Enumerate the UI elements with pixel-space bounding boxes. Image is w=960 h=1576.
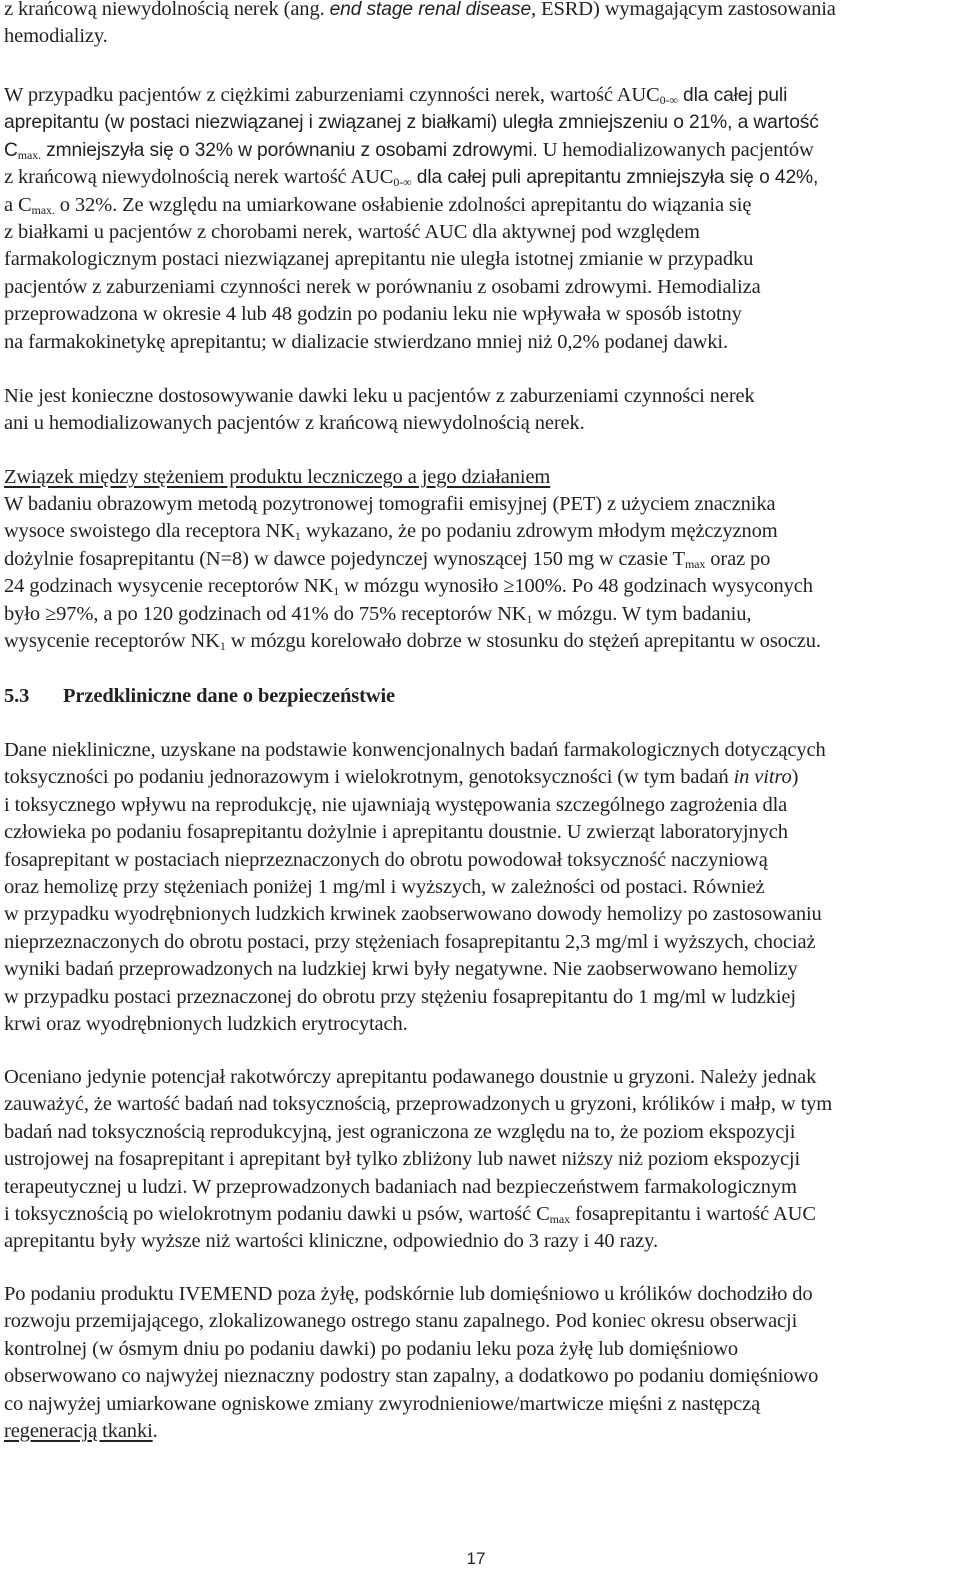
text: hemodializy.	[4, 25, 108, 48]
text-italic: in vitro	[733, 766, 792, 789]
paragraph-carcinogenicity	[4, 1064, 832, 1256]
text: badań nad toksycznością reprodukcyjną, jest ograniczona ze względu na to, że poziom ekspozycji	[4, 1120, 796, 1143]
text: ustrojowej na fosaprepitant i aprepitant był tylko zbliżony lub nawet niższy niż poziom ekspozycji	[4, 1148, 801, 1171]
text: fosaprepitantu i wartość AUC	[569, 1203, 816, 1226]
paragraph-dose-adjustment	[4, 383, 755, 438]
text: dla całej puli	[677, 85, 788, 106]
text: dożylnie fosaprepitantu (N=8) w dawce pojedynczej wynoszącej 150 mg w czasie T	[4, 547, 685, 570]
subscript: max	[549, 1212, 570, 1227]
text: pacjentów z zaburzeniami czynności nerek w porównaniu z osobami zdrowymi. Hemodializa	[4, 275, 761, 298]
section-heading-5-3	[4, 683, 395, 710]
subscript: 1	[526, 611, 533, 626]
text: było ≥97%, a po 120 godzinach od 41% do 75% receptorów NK	[4, 602, 527, 625]
text: z krańcową niewydolnością nerek wartość AUC	[4, 166, 394, 189]
paragraph-renal-intro	[4, 0, 836, 51]
subscript: 0-∞	[393, 175, 412, 190]
paragraph-nonclinical-data	[4, 737, 826, 1038]
text: farmakologicznym postaci niezwiązanej aprepitantu nie uległa istotnej zmianie w przypadku	[4, 248, 754, 271]
text: na farmakokinetykę aprepitantu; w dializacie stwierdzano mniej niż 0,2% podanej dawki.	[4, 330, 728, 353]
text: ani u hemodializowanych pacjentów z krańcową niewydolnością nerek.	[4, 412, 585, 435]
text: terapeutycznej u ludzi. W przeprowadzonych badaniach nad bezpieczeństwem farmakologicznym	[4, 1175, 797, 1198]
subheading-text: Związek między stężeniem produktu leczniczego a jego działaniem	[4, 466, 551, 488]
text: kontrolnej (w ósmym dniu po podaniu dawki) po podaniu leku poza żyłę lub domięśniowo	[4, 1337, 739, 1360]
text-underlined: regeneracją tkanki	[4, 1420, 153, 1443]
text: krwi oraz wyodrębnionych ludzkich erytrocytach.	[4, 1013, 408, 1036]
text: W badaniu obrazowym metodą pozytronowej tomografii emisyjnej (PET) z użyciem znacznika	[4, 493, 776, 515]
subscript: 1	[219, 639, 226, 654]
text: i toksycznością po wielokrotnym podaniu dawki u psów, wartość C	[4, 1203, 550, 1226]
text: i toksycznego wpływu na reprodukcję, nie ujawniają występowania szczególnego zagrożenia dla	[4, 793, 788, 816]
text: )	[791, 766, 799, 789]
text: aprepitantu (w postaci niezwiązanej i związanej z białkami) uległa zmniejszeniu o 21%, a wartość	[4, 112, 819, 134]
text: W przypadku pacjentów z ciężkimi zaburzeniami czynności nerek, wartość AUC	[4, 84, 660, 106]
text: o 32%. Ze względu na umiarkowane osłabienie zdolności aprepitantu do wiązania się	[54, 193, 752, 216]
text: z krańcową niewydolnością nerek (ang.	[4, 0, 330, 20]
text: w przypadku wyodrębnionych ludzkich krwinek zaobserwowano dowody hemolizy po zastosowaniu	[4, 903, 822, 926]
section-number: 5.3	[4, 685, 30, 707]
subscript: max.	[31, 202, 55, 217]
text: w mózgu korelowało dobrze w stosunku do stężeń aprepitantu w osoczu.	[225, 630, 821, 653]
text: co najwyżej umiarkowane ogniskowe zmiany zwyrodnieniowe/martwicze mięśni z następczą	[4, 1392, 761, 1415]
text: oraz hemolizę przy stężeniach poniżej 1 mg/ml i wyższych, w zależności od postaci. Również	[4, 876, 765, 899]
text: wyniki badań przeprowadzonych na ludzkiej krwi były negatywne. Nie zaobserwowano hemolizy	[4, 958, 798, 981]
text: przeprowadzona w okresie 4 lub 48 godzin po podaniu leku nie wpływała w sposób istotny	[4, 303, 742, 326]
text: obserwowano co najwyżej nieznaczny podostry stan zapalny, a dodatkowo po podaniu domięśniowo	[4, 1365, 819, 1388]
text: Po podaniu produktu IVEMEND poza żyłę, podskórnie lub domięśniowo u królików dochodziło do	[4, 1283, 813, 1305]
subscript: 0-∞	[659, 93, 678, 107]
text: wysycenie receptorów NK	[4, 630, 220, 653]
subscript: max	[684, 556, 706, 571]
text: Dane niekliniczne, uzyskane na podstawie konwencjonalnych badań farmakologicznych dotyczących	[4, 739, 826, 761]
text: Oceniano jedynie potencjał rakotwórczy aprepitantu podawanego doustnie u gryzoni. Należy jednak	[4, 1066, 817, 1088]
text: C	[4, 139, 18, 161]
text-italic: end stage renal disease	[329, 0, 532, 20]
subscript: 1	[294, 529, 301, 544]
text: wykazano, że po podaniu zdrowym młodym mężczyznom	[300, 520, 778, 543]
text: dla całej puli aprepitantu zmniejszyła się o 42%,	[411, 167, 819, 189]
paragraph-injection-site	[4, 1281, 818, 1445]
text: z białkami u pacjentów z chorobami nerek, wartość AUC dla aktywnej pod względem	[4, 221, 700, 244]
text: zauważyć, że wartość badań nad toksycznością, przeprowadzonych u gryzoni, królików i małp, w tym	[4, 1093, 833, 1116]
text: w przypadku postaci przeznaczonej do obrotu przy stężeniu fosaprepitantu do 1 mg/ml w ludzkiej	[4, 985, 796, 1008]
text: aprepitantu były wyższe niż wartości kliniczne, odpowiednio do 3 razy i 40 razy.	[4, 1230, 658, 1253]
text: Nie jest konieczne dostosowywanie dawki leku u pacjentów z zaburzeniami czynności nerek	[4, 385, 755, 407]
text: oraz po	[705, 547, 771, 570]
subscript: 1	[333, 584, 340, 599]
text: .	[152, 1420, 158, 1443]
text: 24 godzinach wysycenie receptorów NK	[4, 575, 334, 598]
text: rozwoju przemijającego, zlokalizowanego ostrego stanu zapalnego. Pod koniec okresu obserwacji	[4, 1310, 798, 1333]
paragraph-pet-study	[4, 491, 821, 655]
subheading-concentration-effect	[4, 464, 550, 491]
text: fosaprepitant w postaciach nieprzeznaczonych do obrotu powodował toksyczność naczyniową	[4, 848, 768, 871]
section-title: Przedkliniczne dane o bezpieczeństwie	[63, 685, 396, 707]
text: zmniejszyła się o 32% w porównaniu z osobami zdrowymi.	[40, 139, 538, 161]
text: w mózgu. W tym badaniu,	[532, 602, 752, 625]
text: w mózgu wynosiło ≥100%. Po 48 godzinach wysyconych	[339, 575, 813, 598]
page-number: 17	[466, 1549, 486, 1568]
text: U hemodializowanych pacjentów	[537, 138, 814, 161]
paragraph-renal-impairment	[4, 82, 819, 356]
text: toksyczności po podaniu jednorazowym i wielokrotnym, genotoksyczności (w tym badań	[4, 766, 734, 789]
text: człowieka po podaniu fosaprepitantu dożylnie i aprepitantu doustnie. U zwierząt laboratoryjnych	[4, 821, 788, 844]
subscript: max.	[17, 147, 41, 162]
text: , ESRD) wymagającym zastosowania	[531, 0, 836, 20]
text: wysoce swoistego dla receptora NK	[4, 520, 295, 543]
text: nieprzeznaczonych do obrotu postaci, przy stężeniach fosaprepitantu 2,3 mg/ml i wyższych, chociaż	[4, 930, 816, 953]
text: a C	[4, 193, 32, 216]
